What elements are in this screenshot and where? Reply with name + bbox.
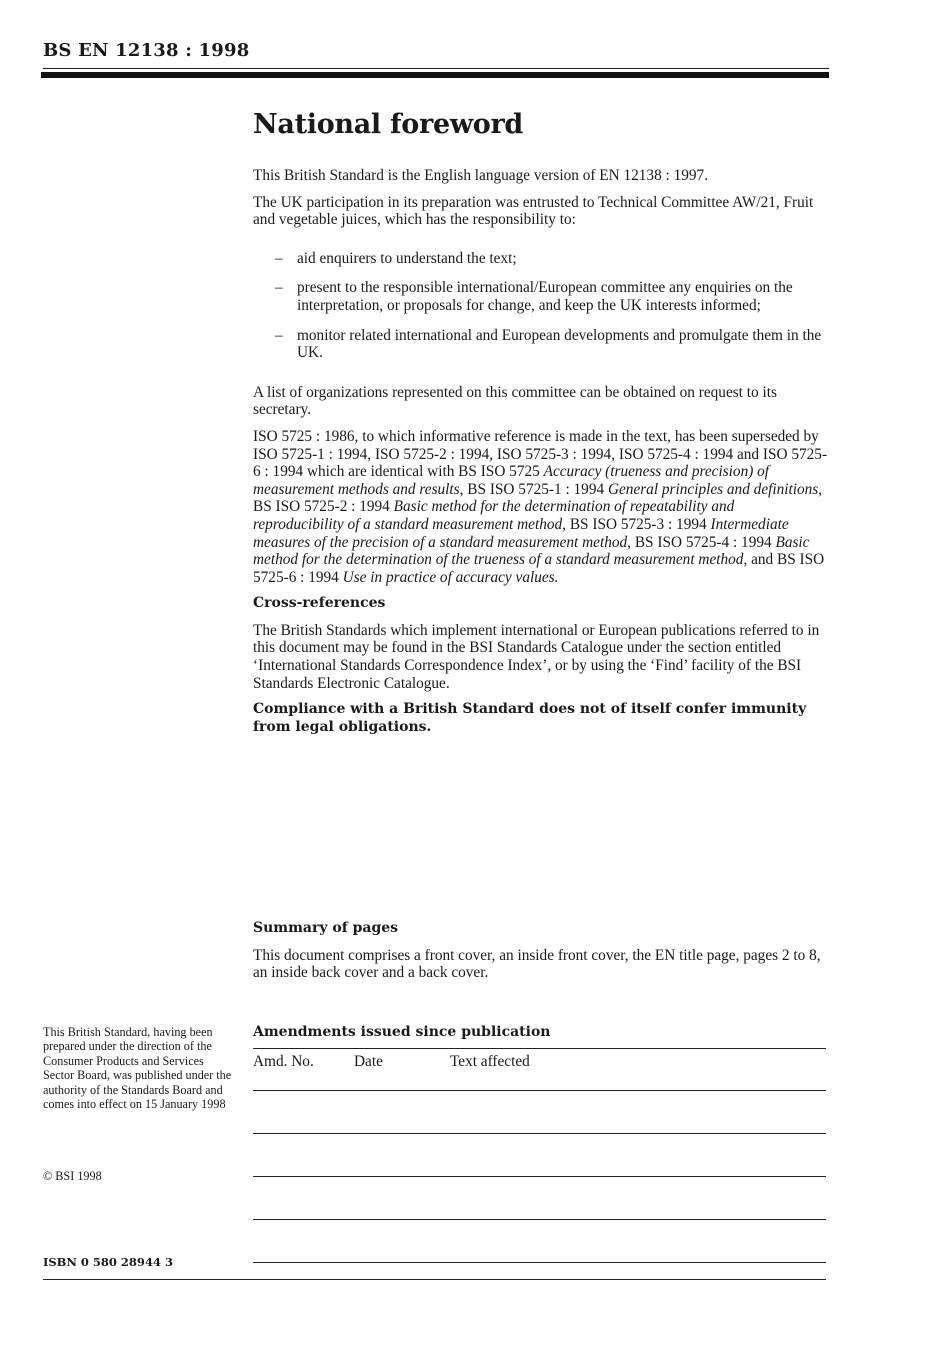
compliance-statement: Compliance with a British Standard does not of itself confer immunity from legal obligations. [253, 701, 807, 735]
iso-text: ISO 5725 : 1986, to which informative reference is made in the text, has been superseded by ISO 5725-1 : 1994, ISO 5725-2 : 1994, ISO 5725-3 : 1994, ISO 5725-4 : 1994 and ISO 5725-6 : 1994 which are identical with BS ISO 5725 [253, 427, 828, 481]
amendments-heading: Amendments issued since publication [253, 1024, 551, 1040]
summary-heading: Summary of pages [253, 920, 399, 936]
responsibility-list [253, 250, 828, 362]
isbn: ISBN 0 580 28944 3 [43, 1255, 173, 1269]
iso-title-italic: Basic method for the determination of the trueness of a standard measurement method [253, 533, 810, 569]
list-item [253, 327, 828, 362]
committee-paragraph: A list of organizations represented on this committee can be obtained on request to its secretary. [253, 383, 777, 419]
page-title: National foreword [253, 109, 523, 140]
iso-title-italic: Basic method for the determination of repeatability and reproducibility of a standard measurement method [253, 498, 735, 533]
dash-bullet: – [275, 249, 283, 267]
footer-rule [43, 1279, 826, 1280]
column-header-date: Date [354, 1053, 383, 1070]
column-header-text-affected: Text affected [450, 1053, 530, 1070]
publication-note [43, 1025, 233, 1111]
participation-paragraph: The UK participation in its preparation was entrusted to Technical Committee AW/21, Fruit and vegetable juices, which has the responsibility to: [253, 193, 814, 229]
table-row-line [253, 1176, 826, 1177]
iso-title-italic: Accuracy (trueness and precision) of measurement methods and results [253, 463, 770, 498]
table-header-row [253, 1053, 826, 1073]
cross-references-heading: Cross-references [253, 595, 386, 612]
iso-title-italic: Use in practice of accuracy values. [342, 568, 559, 586]
dash-bullet: – [275, 279, 283, 297]
iso-title-italic: General principles and definitions [607, 480, 819, 498]
header-thin-rule [43, 68, 829, 69]
document-id: BS EN 12138 : 1998 [43, 40, 250, 61]
table-row-line [253, 1219, 826, 1220]
iso-reference-paragraph [253, 428, 828, 586]
list-item [253, 279, 828, 314]
column-header-amd-no: Amd. No. [253, 1053, 314, 1070]
table-header-rule [253, 1048, 826, 1049]
intro-paragraph: This British Standard is the English language version of EN 12138 : 1997. [253, 167, 709, 184]
iso-text: , BS ISO 5725-3 : 1994 [562, 515, 711, 533]
table-row-line [253, 1090, 826, 1091]
table-row-line [253, 1262, 826, 1263]
list-item-text: present to the responsible international/European committee any enquiries on the interpretation, or proposals for change, and keep the UK interests informed; [297, 279, 793, 314]
iso-text: , BS ISO 5725-1 : 1994 [459, 480, 608, 498]
summary-text: This document comprises a front cover, an inside front cover, the EN title page, pages 2 to 8, an inside back cover and a back cover. [253, 946, 821, 982]
iso-text: , BS ISO 5725-2 : 1994 [253, 480, 823, 516]
summary-of-pages-section [253, 920, 828, 982]
list-item-text: monitor related international and European developments and promulgate them in the UK. [297, 326, 822, 362]
iso-title-italic: Intermediate measures of the precision of a standard measurement method [253, 515, 789, 551]
header-thick-rule [41, 72, 829, 78]
iso-text: , BS ISO 5725-4 : 1994 [627, 533, 776, 551]
amendments-table [253, 1024, 826, 1070]
cross-references-paragraph: The British Standards which implement international or European publications referred to in this document may be found in the BSI Standards Catalogue under the section entitled ‘International Standards Correspondence Index’, or by using the ‘Find’ facility of the BSI Standards Electronic Catalogue. [253, 621, 820, 692]
copyright-notice: © BSI 1998 [43, 1169, 102, 1183]
dash-bullet: – [275, 326, 283, 344]
list-item-text: aid enquirers to understand the text; [297, 249, 517, 267]
list-item [253, 250, 828, 268]
iso-text: , and BS ISO 5725-6 : 1994 [253, 551, 825, 586]
table-row-line [253, 1133, 826, 1134]
publication-note-text: This British Standard, having been prepared under the direction of the Consumer Products and Services Sector Board, was published under the authority of the Standards Board and comes into effect on 15 January 1998 [43, 1025, 232, 1112]
national-foreword-section [253, 108, 828, 745]
